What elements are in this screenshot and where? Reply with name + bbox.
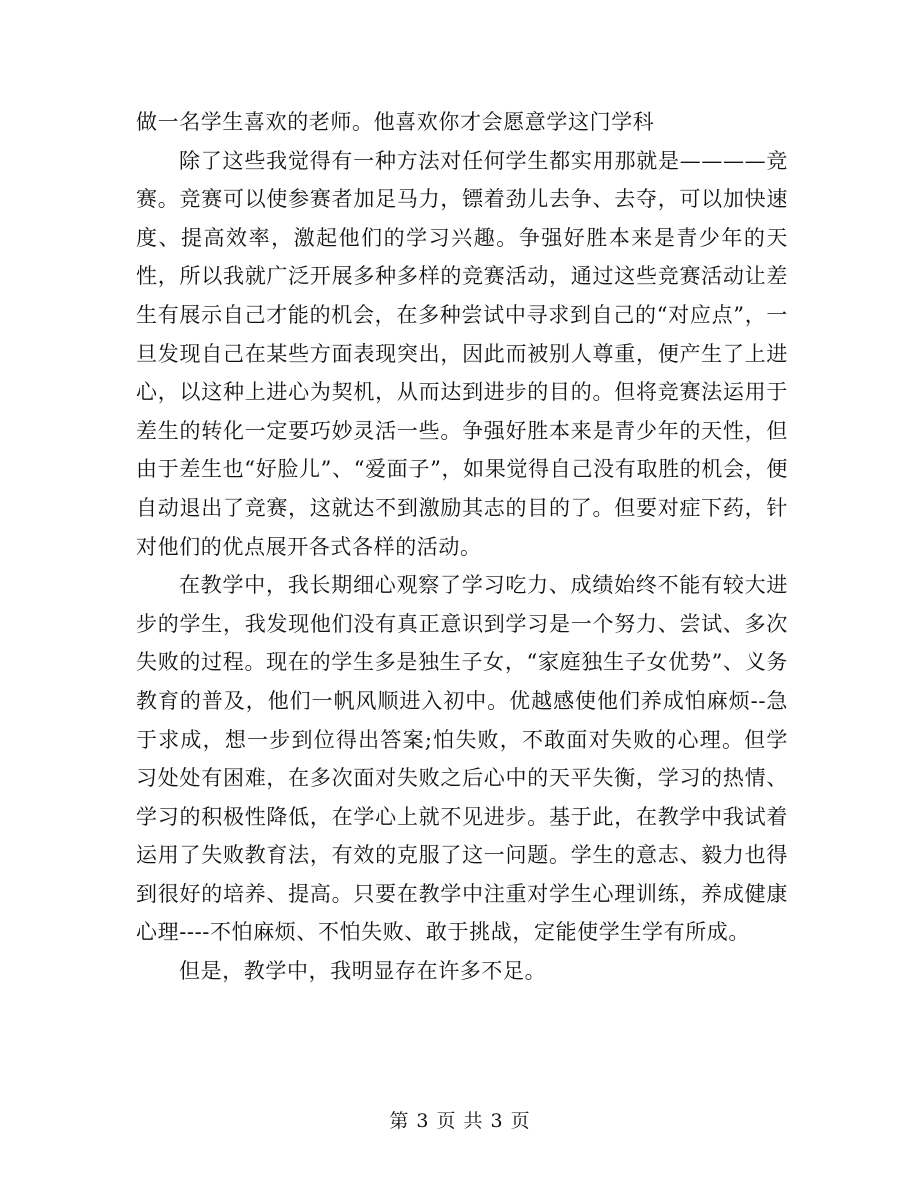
- page-footer: [0, 1107, 920, 1135]
- paragraph-failure-education: 在教学中，我长期细心观察了学习吃力、成绩始终不能有较大进步的学生，我发现他们没有真正意识到学习是一个努力、尝试、多次失败的过程。现在的学生多是独生子女，“家庭独生子女优势”、义务教育的普及，他们一帆风顺进入初中。优越感使他们养成怕麻烦--急于求成，想一步到位得出答案;怕失败，不敢面对失败的心理。但学习处处有困难，在多次面对失败之后心中的天平失衡，学习的热情、学习的积极性降低，在学心上就不见进步。基于此，在教学中我试着运用了失败教育法，有效的克服了这一问题。学生的意志、毅力也得到很好的培养、提高。只要在教学中注重对学生心理训练，养成健康心理----不怕麻烦、不怕失败、敢于挑战，定能使学生学有所成。: [136, 573, 788, 945]
- paragraph-competition: 除了这些我觉得有一种方法对任何学生都实用那就是————竞赛。竞赛可以使参赛者加足马力，镖着劲儿去争、去夺，可以加快速度、提高效率，激起他们的学习兴趣。争强好胜本来是青少年的天性，所以我就广泛开展多种多样的竞赛活动，通过这些竞赛活动让差生有展示自己才能的机会，在多种尝试中寻求到自己的“对应点”，一旦发现自己在某些方面表现突出，因此而被别人尊重，便产生了上进心，以这种上进心为契机，从而达到进步的目的。但将竞赛法运用于差生的转化一定要巧妙灵活一些。争强好胜本来是青少年的天性，但由于差生也“好脸儿”、“爱面子”，如果觉得自己没有取胜的机会，便自动退出了竞赛，这就达不到激励其志的目的了。但要对症下药，针对他们的优点展开各式各样的活动。: [136, 148, 788, 559]
- document-body: [136, 103, 788, 991]
- paragraph-shortcomings: 但是，教学中，我明显存在许多不足。: [179, 959, 547, 984]
- paragraph-continued: 做一名学生喜欢的老师。他喜欢你才会愿意学这门学科: [136, 110, 655, 134]
- page-number-label: 第 3 页 共 3 页: [389, 1110, 531, 1132]
